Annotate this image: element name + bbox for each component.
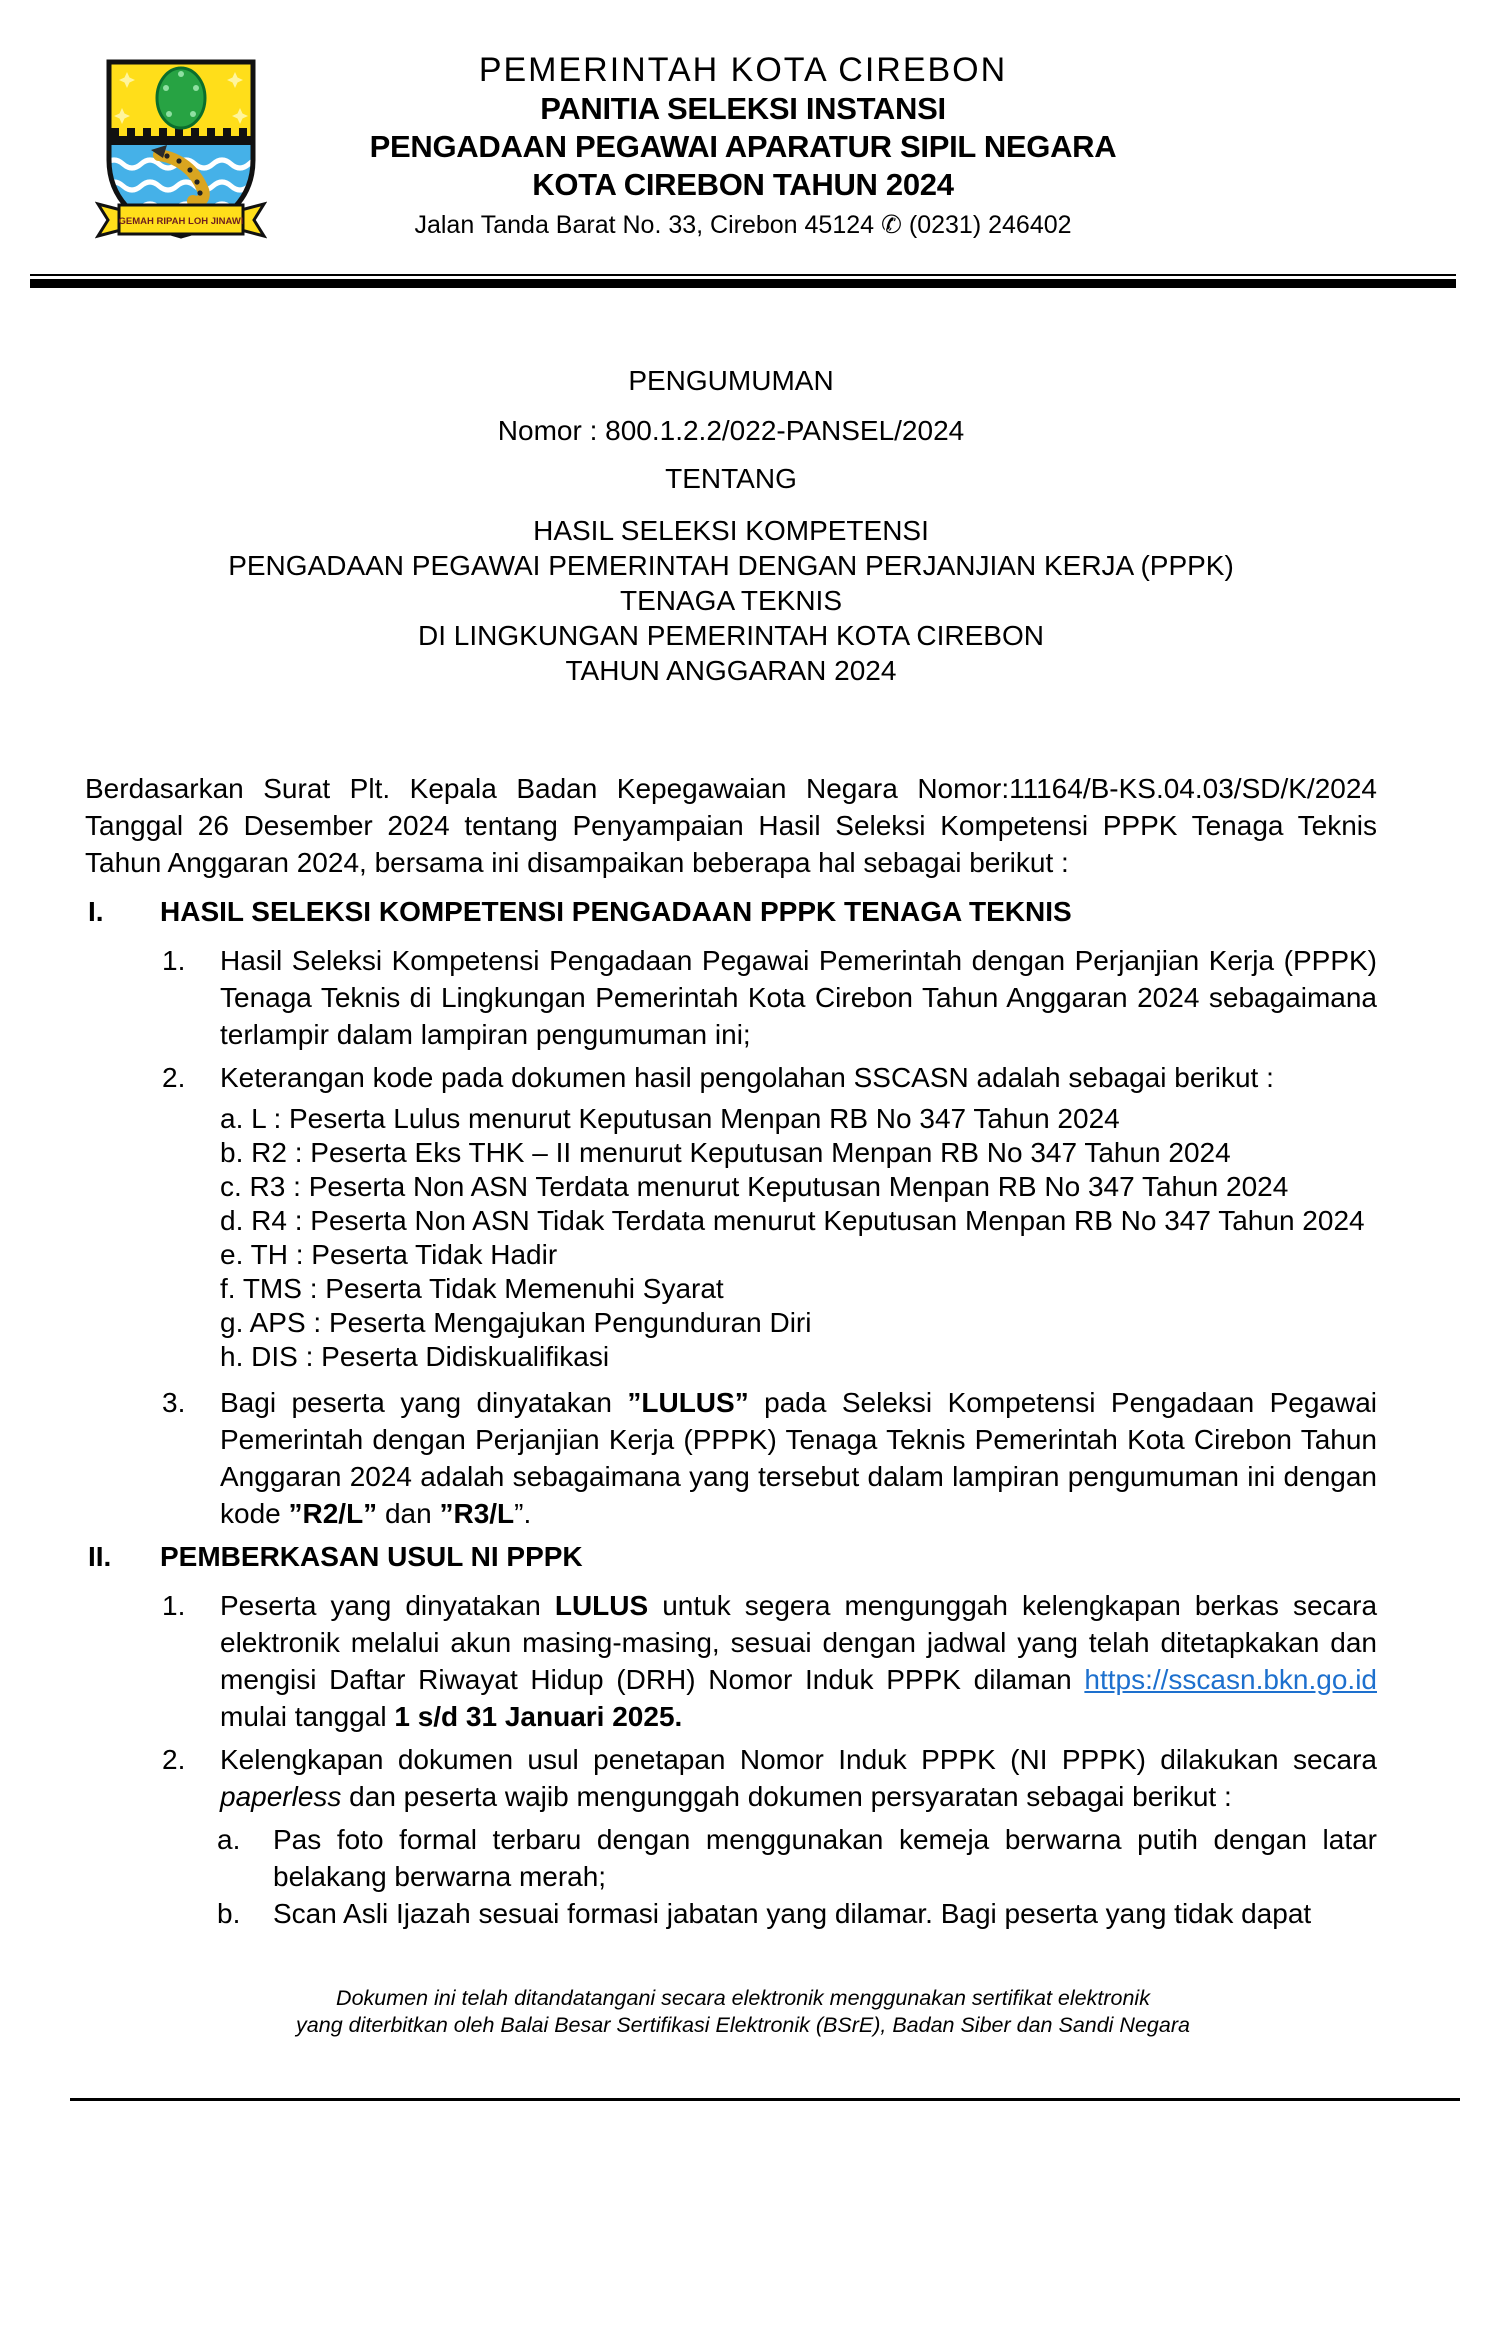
city-year-line: KOTA CIREBON TAHUN 2024: [532, 167, 954, 202]
lettered-sublist: [217, 1821, 1377, 1932]
emblem-graphic: [95, 52, 267, 257]
title-block: [85, 363, 1377, 688]
item-number: 3.: [162, 1387, 186, 1418]
text-segment: Peserta yang dinyatakan: [220, 1590, 555, 1621]
sublist-item: f. TMS : Peserta Tidak Memenuhi Syarat: [220, 1273, 724, 1304]
text-segment: ”LULUS”: [627, 1387, 749, 1418]
numbered-item: [85, 1741, 1377, 1815]
numbered-item: [85, 1384, 1377, 1532]
header-divider: [30, 274, 1456, 288]
subject-line: TAHUN ANGGARAN 2024: [565, 655, 897, 686]
section-heading: [88, 893, 1377, 930]
esign-note: [0, 1985, 1486, 2039]
text-segment: Hasil Seleksi Kompetensi Pengadaan Pegawai Pemerintah dengan Perjanjian Kerja (PPPK) Tenaga Teknis di Lingkungan Pemerintah Kota Cirebon Tahun Anggaran 2024 sebagaimana terlampir dalam lampiran pengumuman ini;: [220, 945, 1377, 1050]
document-body: [85, 363, 1377, 1932]
sublist-item: d. R4 : Peserta Non ASN Tidak Terdata menurut Keputusan Menpan RB No 347 Tahun 2024: [220, 1205, 1365, 1236]
subject-line: PENGADAAN PEGAWAI PEMERINTAH DENGAN PERJANJIAN KERJA (PPPK): [228, 550, 1234, 581]
sublist-item: [217, 1895, 1377, 1932]
text-segment: ”.: [514, 1498, 532, 1529]
text-segment: dan: [377, 1498, 440, 1529]
text-segment: 1 s/d 31 Januari 2025.: [394, 1701, 683, 1732]
text-segment: ”R2/L”: [288, 1498, 378, 1529]
text-segment: mulai tanggal: [220, 1701, 395, 1732]
doc-subject: [85, 513, 1377, 688]
org-name: PEMERINTAH KOTA CIREBON: [478, 51, 1008, 89]
esign-note-line2: yang diterbitkan oleh Balai Besar Sertifikasi Elektronik (BSrE), Badan Siber dan Sandi Negara: [296, 2013, 1190, 2037]
sscasn-link[interactable]: https://sscasn.bkn.go.id: [1084, 1664, 1377, 1695]
divider-thick-line: [30, 279, 1456, 288]
sublist-text: Pas foto formal terbaru dengan menggunakan kemeja berwarna putih dengan latar belakang berwarna merah;: [273, 1824, 1377, 1892]
cirebon-city-emblem: [95, 52, 267, 257]
numbered-item: [85, 1587, 1377, 1735]
subject-line: HASIL SELEKSI KOMPETENSI: [533, 515, 929, 546]
lettered-sublist: [220, 1102, 1377, 1374]
item-number: 1.: [162, 945, 186, 976]
numbered-item: [85, 1059, 1377, 1096]
committee-name: PANITIA SELEKSI INSTANSI: [540, 91, 946, 126]
text-segment: paperless: [220, 1781, 342, 1812]
text-segment: untuk segera mengunggah kelengkapan berkas secara elektronik melalui akun masing-masing, sesuai dengan jadwal yang telah ditetapkakan dan mengisi Daftar Riwayat Hidup (DRH) Nomor Induk PPPK dilaman: [220, 1590, 1378, 1695]
item-text: [220, 1059, 1377, 1096]
sublist-item: b. R2 : Peserta Eks THK – II menurut Keputusan Menpan RB No 347 Tahun 2024: [220, 1137, 1231, 1168]
motto-ribbon: [98, 204, 264, 236]
section-numeral: II.: [88, 1541, 112, 1572]
item-number: 2.: [162, 1062, 186, 1093]
item-text: [220, 942, 1377, 1053]
sublist-item: a. L : Peserta Lulus menurut Keputusan Menpan RB No 347 Tahun 2024: [220, 1103, 1120, 1134]
esign-note-line1: Dokumen ini telah ditandatangani secara elektronik menggunakan sertifikat elektronik: [336, 1986, 1150, 2010]
doc-type-title: PENGUMUMAN: [628, 365, 834, 396]
numbered-item: [85, 942, 1377, 1053]
sublist-letter: b.: [217, 1898, 241, 1929]
sublist-text: Scan Asli Ijazah sesuai formasi jabatan yang dilamar. Bagi peserta yang tidak dapat: [273, 1898, 1312, 1929]
doc-number: Nomor : 800.1.2.2/022-PANSEL/2024: [497, 415, 965, 446]
divider-thin-line: [30, 274, 1456, 276]
footer-divider: [70, 2098, 1460, 2101]
address-line: Jalan Tanda Barat No. 33, Cirebon 45124 ✆ (0231) 246402: [414, 211, 1072, 239]
section-title: HASIL SELEKSI KOMPETENSI PENGADAAN PPPK TENAGA TEKNIS: [160, 896, 1072, 927]
item-text: [220, 1741, 1377, 1815]
doc-about-label: TENTANG: [665, 463, 797, 494]
section-numeral: I.: [88, 896, 104, 927]
subject-line: TENAGA TEKNIS: [620, 585, 842, 616]
motto-text: GEMAH RIPAH LOH JINAWI: [118, 216, 244, 227]
green-fruit-icon: [157, 68, 205, 128]
sublist-item: e. TH : Peserta Tidak Hadir: [220, 1239, 558, 1270]
sections-container: [85, 893, 1377, 1932]
item-text: [220, 1587, 1377, 1735]
text-segment: ”R3/L: [439, 1498, 515, 1529]
text-segment: pada Seleksi Kompetensi Pengadaan Pegawai Pemerintah dengan Perjanjian Kerja (PPPK) Tenaga Teknis Pemerintah Kota Cirebon Tahun Anggaran 2024 adalah sebagaimana yang tersebut dalam lampiran pengumuman ini dengan kode: [220, 1387, 1378, 1529]
sublist-item: [217, 1821, 1377, 1895]
text-segment: Kelengkapan dokumen usul penetapan Nomor Induk PPPK (NI PPPK) dilakukan secara: [220, 1744, 1377, 1775]
text-segment: dan peserta wajib mengunggah dokumen persyaratan sebagai berikut :: [341, 1781, 1232, 1812]
intro-paragraph: Berdasarkan Surat Plt. Kepala Badan Kepegawaian Negara Nomor:11164/B-KS.04.03/SD/K/2024 Tanggal 26 Desember 2024 tentang Penyampaian Hasil Seleksi Kompetensi PPPK Tenaga Teknis Tahun Anggaran 2024, bersama ini disampaikan beberapa hal sebagai berikut :: [85, 773, 1377, 878]
section-heading: [88, 1538, 1377, 1575]
text-segment: Keterangan kode pada dokumen hasil pengolahan SSCASN adalah sebagai berikut :: [220, 1062, 1274, 1093]
section-title: PEMBERKASAN USUL NI PPPK: [160, 1541, 583, 1572]
item-number: 2.: [162, 1744, 186, 1775]
text-segment: LULUS: [554, 1590, 649, 1621]
procurement-line: PENGADAAN PEGAWAI APARATUR SIPIL NEGARA: [369, 129, 1117, 164]
sublist-item: h. DIS : Peserta Didiskualifikasi: [220, 1341, 610, 1372]
sublist-item: g. APS : Peserta Mengajukan Pengunduran Diri: [220, 1307, 812, 1338]
letterhead: [0, 0, 1486, 242]
item-text: [220, 1384, 1377, 1532]
sublist-item: c. R3 : Peserta Non ASN Terdata menurut Keputusan Menpan RB No 347 Tahun 2024: [220, 1171, 1289, 1202]
text-segment: Bagi peserta yang dinyatakan: [220, 1387, 628, 1418]
subject-line: DI LINGKUNGAN PEMERINTAH KOTA CIREBON: [418, 620, 1044, 651]
sublist-letter: a.: [217, 1824, 241, 1855]
item-number: 1.: [162, 1590, 186, 1621]
